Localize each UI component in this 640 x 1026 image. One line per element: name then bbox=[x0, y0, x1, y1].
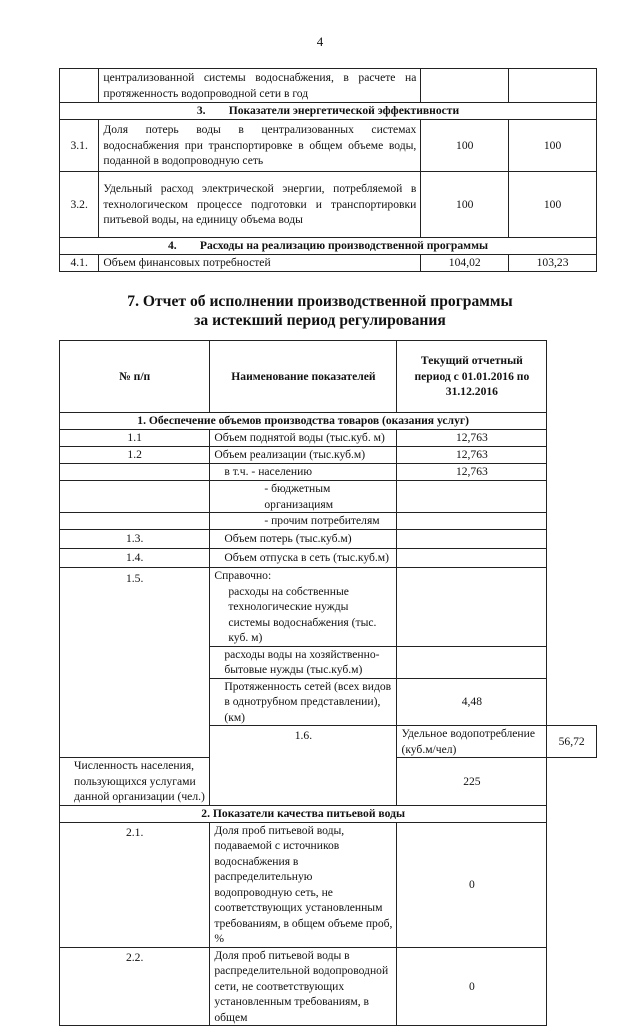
table-row bbox=[60, 172, 597, 238]
section-number: 3. bbox=[196, 104, 206, 118]
table-row bbox=[60, 530, 597, 549]
row-number-cell: 1.5. bbox=[60, 568, 210, 758]
table-row bbox=[60, 822, 597, 947]
indicators-table-continued bbox=[59, 68, 597, 272]
table-row bbox=[60, 430, 597, 447]
value-cell bbox=[397, 646, 547, 678]
value-cell: 12,763 bbox=[397, 447, 547, 464]
indicator-name-cell: Доля потерь воды в централизованных системах водоснабжения при транспортировке в общем объеме воды, поданной в водопроводную сеть bbox=[99, 120, 421, 172]
table-row bbox=[60, 549, 597, 568]
header-row bbox=[60, 341, 597, 413]
value-cell bbox=[397, 513, 547, 530]
row-number-cell: 1.2 bbox=[60, 447, 210, 464]
table-row bbox=[60, 947, 597, 1026]
indicator-name-cell: Удельный расход электрической энергии, потребляемой в технологическом процессе подготовки и транспортировки питьевой воды, на единицу объема воды bbox=[99, 172, 421, 238]
value-cell: 104,02 bbox=[421, 255, 509, 272]
indicator-name-cell: Протяженность сетей (всех видов в однотрубном представлении), (км) bbox=[210, 678, 397, 726]
table-row bbox=[60, 464, 597, 481]
reference-label: Справочно: bbox=[214, 569, 272, 582]
section-row bbox=[60, 805, 597, 822]
indicator-name-cell: централизованной системы водоснабжения, в расчете на протяженность водопроводной сети в год bbox=[99, 69, 421, 103]
table-row bbox=[60, 255, 597, 272]
indicator-name-cell bbox=[210, 568, 397, 647]
row-number-cell bbox=[60, 464, 210, 481]
table-row bbox=[60, 69, 597, 103]
section-number: 4. bbox=[167, 239, 177, 253]
row-number-cell: 1.3. bbox=[60, 530, 210, 549]
header-period: Текущий отчетный период с 01.01.2016 по 31.12.2016 bbox=[397, 341, 547, 413]
section-row bbox=[60, 103, 597, 120]
row-number-cell: 2.1. bbox=[60, 822, 210, 947]
header-number: № п/п bbox=[60, 341, 210, 413]
section-title: Показатели энергетической эффективности bbox=[228, 104, 460, 118]
section-row bbox=[60, 238, 597, 255]
value-cell bbox=[421, 69, 509, 103]
section-title: Расходы на реализацию производственной программы bbox=[199, 239, 489, 253]
table-row bbox=[60, 481, 597, 513]
value-cell: 100 bbox=[509, 120, 597, 172]
value-cell bbox=[397, 481, 547, 513]
row-number-cell bbox=[60, 481, 210, 513]
row-number-cell: 3.2. bbox=[60, 172, 99, 238]
value-cell: 225 bbox=[397, 758, 547, 806]
indicator-name-cell: Объем реализации (тыс.куб.м) bbox=[210, 447, 397, 464]
section-1-title: 1. Обеспечение объемов производства товаров (оказания услуг) bbox=[60, 413, 547, 430]
row-number-cell: 3.1. bbox=[60, 120, 99, 172]
indicator-name-cell: Удельное водопотребление (куб.м/чел) bbox=[397, 726, 547, 758]
heading-line-2: за истекший период регулирования bbox=[194, 312, 446, 329]
indicator-name-cell: Объем финансовых потребностей bbox=[99, 255, 421, 272]
section-3-title bbox=[60, 103, 597, 120]
indicator-name-cell: Численность населения, пользующихся услугами данной организации (чел.) bbox=[60, 758, 210, 806]
value-cell: 4,48 bbox=[397, 678, 547, 726]
value-cell bbox=[397, 549, 547, 568]
section-2-title: 2. Показатели качества питьевой воды bbox=[60, 805, 547, 822]
page-number: 4 bbox=[316, 34, 324, 49]
indicator-name-cell: Объем поднятой воды (тыс.куб. м) bbox=[210, 430, 397, 447]
indicator-name-cell: - бюджетным организациям bbox=[210, 481, 397, 513]
indicator-name-cell: Доля проб питьевой воды в распределительной водопроводной сети, не соответствующих установленным требованиям, в общем bbox=[210, 947, 397, 1026]
indicator-name-cell: расходы воды на хозяйственно-бытовые нужды (тыс.куб.м) bbox=[210, 646, 397, 678]
value-cell: 100 bbox=[421, 120, 509, 172]
row-number-cell bbox=[60, 513, 210, 530]
value-cell: 100 bbox=[421, 172, 509, 238]
section-4-title bbox=[60, 238, 597, 255]
report-heading bbox=[0, 292, 640, 330]
table-row bbox=[60, 513, 597, 530]
indicator-name-cell: - прочим потребителям bbox=[210, 513, 397, 530]
indicator-name-cell: Объем отпуска в сеть (тыс.куб.м) bbox=[210, 549, 397, 568]
value-cell: 12,763 bbox=[397, 430, 547, 447]
value-cell: 100 bbox=[509, 172, 597, 238]
value-cell: 103,23 bbox=[509, 255, 597, 272]
indicator-name-cell: в т.ч. - населению bbox=[210, 464, 397, 481]
value-cell: 0 bbox=[397, 947, 547, 1026]
row-number-cell: 2.2. bbox=[60, 947, 210, 1026]
table-row bbox=[60, 447, 597, 464]
row-number-cell bbox=[60, 69, 99, 103]
value-cell bbox=[397, 568, 547, 647]
section-row bbox=[60, 413, 597, 430]
table-row bbox=[60, 120, 597, 172]
value-cell: 12,763 bbox=[397, 464, 547, 481]
reference-sub-1: расходы на собственные технологические нужды системы водоснабжения (тыс. куб. м) bbox=[228, 584, 377, 644]
header-name: Наименование показателей bbox=[210, 341, 397, 413]
row-number-cell: 1.1 bbox=[60, 430, 210, 447]
row-number-cell: 4.1. bbox=[60, 255, 99, 272]
indicator-name-cell: Объем потерь (тыс.куб.м) bbox=[210, 530, 397, 549]
value-cell bbox=[509, 69, 597, 103]
table-row bbox=[60, 568, 597, 647]
value-cell: 56,72 bbox=[547, 726, 597, 758]
indicator-name-cell: Доля проб питьевой воды, подаваемой с источников водоснабжения в распределительную водопроводную сеть, не соответствующих установленным требованиям, в общем объеме проб, % bbox=[210, 822, 397, 947]
row-number-cell: 1.4. bbox=[60, 549, 210, 568]
row-number-cell: 1.6. bbox=[210, 726, 397, 806]
value-cell bbox=[397, 530, 547, 549]
value-cell: 0 bbox=[397, 822, 547, 947]
production-program-report-table bbox=[59, 340, 597, 1026]
heading-line-1: 7. Отчет об исполнении производственной программы bbox=[127, 293, 513, 310]
